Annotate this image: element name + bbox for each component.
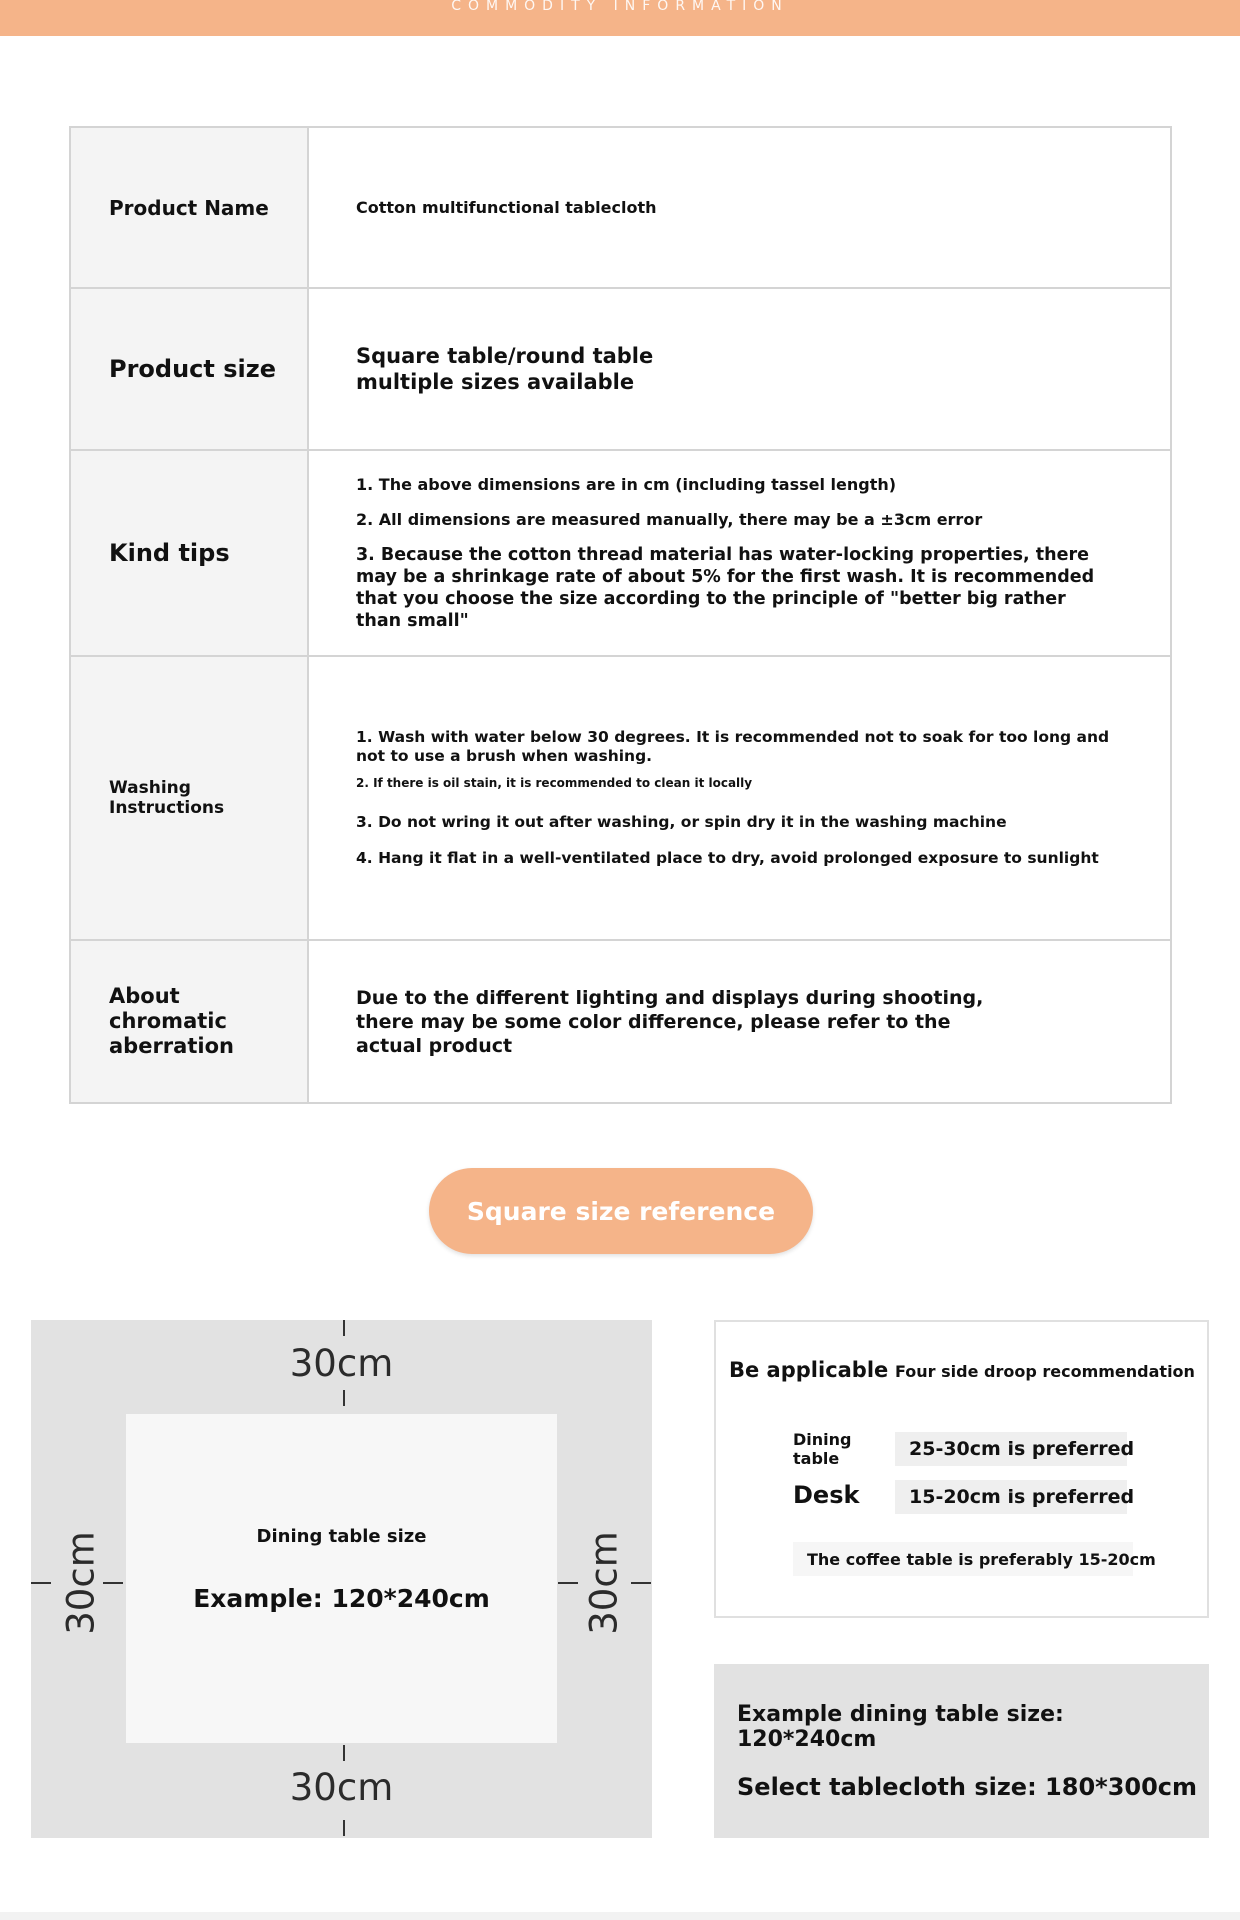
- washing-item: 2. If there is oil stain, it is recommended to clean it locally: [356, 776, 753, 790]
- table-type-name: Desk: [793, 1481, 860, 1509]
- dimension-right: 30cm: [582, 1531, 626, 1635]
- dimension-tick: [343, 1320, 345, 1336]
- dining-table-example: Example: 120*240cm: [193, 1584, 490, 1613]
- dimension-bottom: 30cm: [289, 1766, 394, 1809]
- spec-row-washing: [71, 657, 1170, 941]
- table-type: [793, 1430, 863, 1468]
- dimension-tick: [343, 1390, 345, 1406]
- size-diagram: [31, 1320, 652, 1838]
- droop-heading: Four side droop recommendation: [895, 1362, 1195, 1381]
- applicable-heading: Be applicable: [729, 1358, 889, 1382]
- spec-row-kind-tips: [71, 451, 1170, 657]
- droop-value: 15-20cm is preferred: [895, 1480, 1127, 1514]
- dining-table-shape: [126, 1414, 557, 1743]
- spec-value: [309, 128, 1170, 287]
- spec-row-product-size: [71, 289, 1170, 451]
- tip-item: 2. All dimensions are measured manually, there may be a ±3cm error: [356, 510, 983, 529]
- washing-item: 4. Hang it flat in a well-ventilated place to dry, avoid prolonged exposure to sunlight: [356, 849, 1099, 867]
- coffee-table-note: The coffee table is preferably 15-20cm: [793, 1542, 1133, 1576]
- dimension-tick: [343, 1820, 345, 1836]
- footer-divider: [0, 1912, 1240, 1920]
- tip-item: 1. The above dimensions are in cm (including tassel length): [356, 475, 897, 494]
- dining-table-caption: Dining table size: [256, 1526, 427, 1547]
- spec-label: Washing Instructions: [71, 657, 309, 939]
- dimension-tick: [631, 1582, 651, 1584]
- dimension-tick: [103, 1582, 123, 1584]
- washing-item: 3. Do not wring it out after washing, or spin dry it in the washing machine: [356, 813, 1007, 831]
- product-size-line: multiple sizes available: [356, 370, 635, 394]
- droop-recommendation-box: [714, 1320, 1209, 1618]
- table-type-name: Dining table: [793, 1430, 852, 1468]
- spec-label: Product Name: [71, 128, 309, 287]
- washing-item: 1. Wash with water below 30 degrees. It is recommended not to soak for too long and not to use a brush when washing.: [356, 728, 1110, 765]
- product-name-text: Cotton multifunctional tablecloth: [356, 198, 657, 217]
- spec-table: [69, 126, 1172, 1104]
- example-tablecloth-size: Select tablecloth size: 180*300cm: [737, 1772, 1198, 1801]
- example-size-box: [714, 1664, 1209, 1838]
- square-size-reference-button[interactable]: Square size reference: [429, 1168, 813, 1254]
- example-table-size: Example dining table size: 120*240cm: [737, 1701, 1064, 1752]
- chromatic-text: Due to the different lighting and displays during shooting, there may be some color difference, please refer to the actual product: [356, 986, 984, 1057]
- dimension-top: 30cm: [289, 1342, 394, 1385]
- spec-value: [309, 451, 1170, 655]
- spec-label: Kind tips: [71, 451, 309, 655]
- spec-row-chromatic: [71, 941, 1170, 1102]
- spec-label: About chromatic aberration: [71, 941, 309, 1102]
- tip-item: 3. Because the cotton thread material has water-locking properties, there may be a shrinkage rate of about 5% for the first wash. It is recommended that you choose the size according to the principle of "better big rather than small": [356, 545, 1095, 631]
- dimension-tick: [558, 1582, 578, 1584]
- dimension-tick: [31, 1582, 51, 1584]
- dimension-tick: [343, 1745, 345, 1761]
- droop-value: 25-30cm is preferred: [895, 1432, 1127, 1466]
- spec-value: [309, 657, 1170, 939]
- banner-title: COMMODITY INFORMATION: [451, 0, 789, 14]
- spec-value: [309, 941, 1170, 1102]
- dimension-left: 30cm: [59, 1531, 103, 1635]
- product-size-line: Square table/round table: [356, 344, 654, 368]
- spec-label: Product size: [71, 289, 309, 449]
- spec-value: [309, 289, 1170, 449]
- header-banner: [0, 0, 1240, 36]
- spec-row-product-name: [71, 128, 1170, 289]
